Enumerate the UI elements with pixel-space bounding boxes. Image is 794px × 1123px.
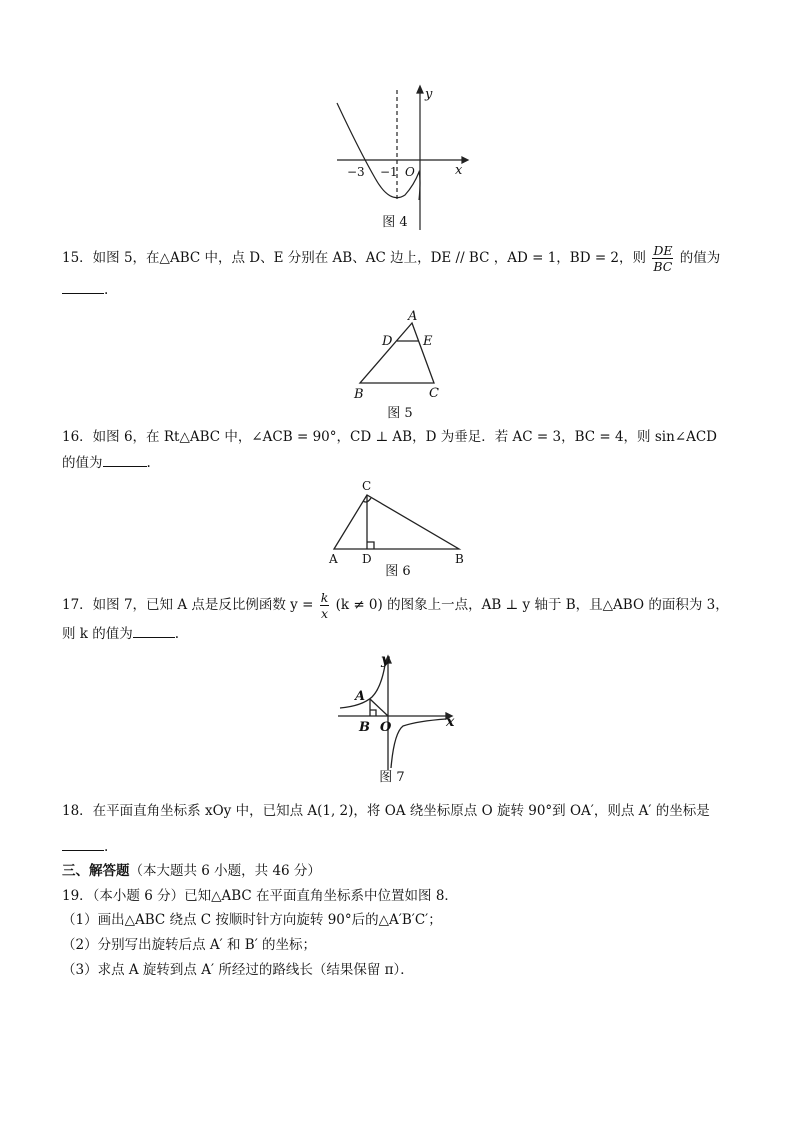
q18-answer-blank[interactable] bbox=[62, 838, 104, 851]
fig7-curve-right bbox=[391, 719, 446, 768]
q15-tail: 的值为 bbox=[679, 250, 721, 266]
q17-end: . bbox=[174, 626, 180, 642]
fig5-label-D: D bbox=[382, 334, 393, 349]
q15-text: 15．如图 5，在△ABC 中，点 D、E 分别在 AB、AC 边上，DE // BC ，AD = 1，BD = 2，则 bbox=[62, 250, 647, 266]
fig6-label-A: A bbox=[329, 552, 338, 566]
fig4-x-label: x bbox=[455, 163, 463, 178]
q19-part-1: （1）画出△ABC 绕点 C 按顺时针方向旋转 90°后的△A′B′C′； bbox=[62, 912, 442, 928]
section-3-heading bbox=[62, 862, 321, 880]
q17-line2-text: 则 k 的值为 bbox=[62, 626, 133, 642]
q15-frac-num: DE bbox=[653, 243, 673, 258]
fig7-label-O: O bbox=[380, 720, 392, 735]
fig6-caption: 图 6 bbox=[385, 564, 411, 579]
fig7-label-A: A bbox=[355, 689, 366, 704]
q19-part-3: （3）求点 A 旋转到点 A′ 所经过的路线长（结果保留 π）． bbox=[62, 962, 414, 978]
q16-end: . bbox=[146, 455, 151, 471]
question-19: 19．（本小题 6 分）已知△ABC 在平面直角坐标系中位置如图 8． bbox=[62, 888, 458, 904]
q15-frac-den: BC bbox=[653, 259, 673, 274]
fig7-y-label: y bbox=[381, 652, 390, 668]
q17-tail: (k ≠ 0) 的图象上一点，AB ⊥ y 轴于 B，且△ABO 的面积为 3， bbox=[335, 597, 729, 613]
question-18 bbox=[62, 802, 710, 820]
fig5-label-B: B bbox=[354, 387, 364, 402]
fig6-label-D: D bbox=[362, 552, 372, 566]
fig7-right-angle-B bbox=[370, 710, 376, 716]
fig7-segment-AO bbox=[370, 699, 388, 716]
fig4-tick-minus3: −3 bbox=[347, 165, 365, 179]
fig7-caption: 图 7 bbox=[379, 770, 405, 785]
fig5-caption: 图 5 bbox=[387, 406, 413, 421]
q15-end: . bbox=[104, 282, 109, 298]
q18-end: . bbox=[104, 839, 109, 855]
fig7-x-label: x bbox=[446, 714, 455, 730]
q17-frac-den: x bbox=[320, 606, 329, 621]
fig5-label-E: E bbox=[423, 334, 433, 349]
fig5-label-A: A bbox=[408, 309, 418, 324]
q18-text: 18．在平面直角坐标系 xOy 中，已知点 A(1, 2)，将 OA 绕坐标原点 O 旋转 90°到 OA′，则点 A′ 的坐标是 bbox=[62, 803, 710, 819]
fig5-label-C: C bbox=[429, 386, 439, 401]
q16-text: 16．如图 6，在 Rt△ABC 中，∠ACB = 90°，CD ⊥ AB，D 为垂足．若 AC = 3，BC = 4，则 sin∠ACD bbox=[62, 429, 717, 445]
fig6-label-C: C bbox=[362, 479, 372, 493]
fig4-y-label: y bbox=[425, 87, 433, 102]
fig7-label-B: B bbox=[359, 720, 370, 735]
q17-text: 17．如图 7，已知 A 点是反比例函数 y = bbox=[62, 597, 314, 613]
fig6-label-B: B bbox=[455, 552, 464, 566]
q17-frac-num: k bbox=[320, 590, 329, 605]
section-3-title: 三、解答题 bbox=[62, 863, 130, 879]
q16-tail: 的值为 bbox=[62, 455, 103, 471]
q18-answer-line bbox=[62, 838, 108, 856]
fig4-origin-label: O bbox=[405, 165, 415, 179]
section-3-note: （本大题共 6 小题，共 46 分） bbox=[129, 863, 321, 879]
q19-part-2: （2）分别写出旋转后点 A′ 和 B′ 的坐标； bbox=[62, 937, 317, 953]
fig4-caption: 图 4 bbox=[382, 215, 408, 230]
fig4-tick-minus1: −1 bbox=[380, 165, 398, 179]
